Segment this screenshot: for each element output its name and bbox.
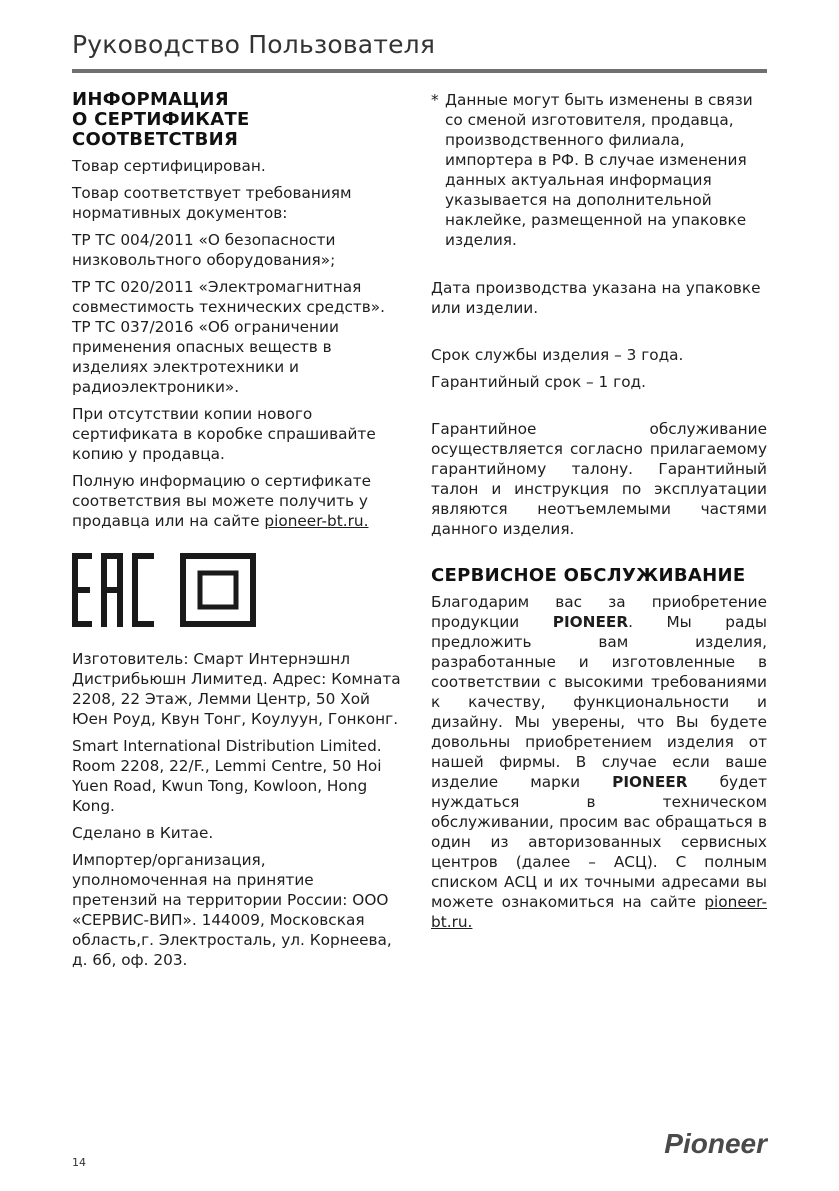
standard-004: ТР ТС 004/2011 «О безопасности низковольтного оборудования»; xyxy=(72,231,336,269)
certificate-heading-line: ИНФОРМАЦИЯ xyxy=(72,89,229,110)
certificate-info-text xyxy=(72,471,402,531)
pioneer-logo-text: Pioneer xyxy=(664,1128,767,1159)
asterisk-mark: * xyxy=(431,91,439,109)
service-site-link[interactable]: pioneer-bt.ru. xyxy=(431,893,767,931)
requirements-text: Товар соответствует требованиям нормативных документов: xyxy=(72,184,352,222)
certification-marks xyxy=(72,553,402,627)
importer-text: Импортер/организация, уполномоченная на принятие претензий на территории России: ООО «СЕРВИС-ВИП». 144009, Московская область,г. Электросталь, ул. Корнеева, д. 6б, оф. 203. xyxy=(72,851,392,969)
brand-name: PIONEER xyxy=(552,613,629,631)
data-change-note xyxy=(431,90,767,250)
right-column xyxy=(431,90,767,939)
data-change-note-text: Данные могут быть изменены в связи со сменой изготовителя, продавца, производственного филиала, импортера в РФ. В случае изменения данных актуальная информация указывается на дополнительной наклейке, размещенной на упаковке изделия. xyxy=(445,91,753,249)
made-in-text: Сделано в Китае. xyxy=(72,824,214,842)
service-life-text: Срок службы изделия – 3 года. xyxy=(431,346,684,364)
certificate-copy-text: При отсутствии копии нового сертификата в коробке спрашивайте копию у продавца. xyxy=(72,405,376,463)
certificate-info-body: Полную информацию о сертификате соответствия вы можете получить у продавца или на сайте xyxy=(72,472,372,530)
left-column xyxy=(72,90,402,977)
spacer xyxy=(431,250,767,278)
service-heading: СЕРВИСНОЕ ОБСЛУЖИВАНИЕ xyxy=(431,565,746,586)
eac-mark-icon xyxy=(72,553,154,627)
page-number: 14 xyxy=(72,1156,86,1169)
service-text xyxy=(431,592,767,932)
certificate-site-link[interactable]: pioneer-bt.ru. xyxy=(264,512,369,530)
page-header-title: Руководство Пользователя xyxy=(72,30,436,59)
spacer xyxy=(431,399,767,419)
manufacturer-ru: Изготовитель: Смарт Интернэшнл Дистрибьюшн Лимитед. Адрес: Комната 2208, 22 Этаж, Лемми Центр, 50 Хой Юен Роуд, Квун Тонг, Коулуун, Гонконг. xyxy=(72,650,401,728)
brand-name: PIONEER xyxy=(612,773,688,791)
certified-text: Товар сертифицирован. xyxy=(72,157,266,175)
double-insulation-icon xyxy=(180,553,256,627)
header-divider xyxy=(72,69,767,73)
service-text-part: Благодарим вас за приобретение продукции xyxy=(431,593,767,631)
production-date-text: Дата производства указана на упаковке или изделии. xyxy=(431,279,761,317)
pioneer-logo xyxy=(652,1126,768,1160)
certificate-heading-line: О СЕРТИФИКАТЕ xyxy=(72,109,250,130)
warranty-service-text: Гарантийное обслуживание осуществляется согласно прилагаемому гарантийному талону. Гарантийный талон и инструкция по эксплуатации являются неотъемлемыми частями данного изделия. xyxy=(431,420,767,538)
manufacturer-en: Smart International Distribution Limited. Room 2208, 22/F., Lemmi Centre, 50 Hoi Yuen Road, Kwun Tong, Kowloon, Hong Kong. xyxy=(72,737,382,815)
spacer xyxy=(431,325,767,345)
warranty-period-text: Гарантийный срок – 1 год. xyxy=(431,373,646,391)
spacer xyxy=(431,546,767,566)
standard-037: ТР ТС 037/2016 «Об ограничении применения опасных веществ в изделиях электротехники и радиоэлектроники». xyxy=(72,318,339,396)
certificate-heading xyxy=(72,90,402,150)
service-text-part: будет нуждаться в техническом обслуживании, просим вас обращаться в один из авторизованных сервисных центров (далее – АСЦ). С полным списком АСЦ и их точными адресами вы можете ознакомиться на сайте xyxy=(431,773,767,911)
service-text-part: . Мы рады предложить вам изделия, разработанные и изготовленные в соответствии с высокими требованиями к качеству, функциональности и дизайну. Мы уверены, что Вы будете довольны приобретением изделия от нашей фирмы. В случае если ваше изделие марки xyxy=(431,613,767,791)
standard-020: ТР ТС 020/2011 «Электромагнитная совместимость технических средств». xyxy=(72,278,386,316)
certificate-heading-line: СООТВЕТСТВИЯ xyxy=(72,129,239,150)
